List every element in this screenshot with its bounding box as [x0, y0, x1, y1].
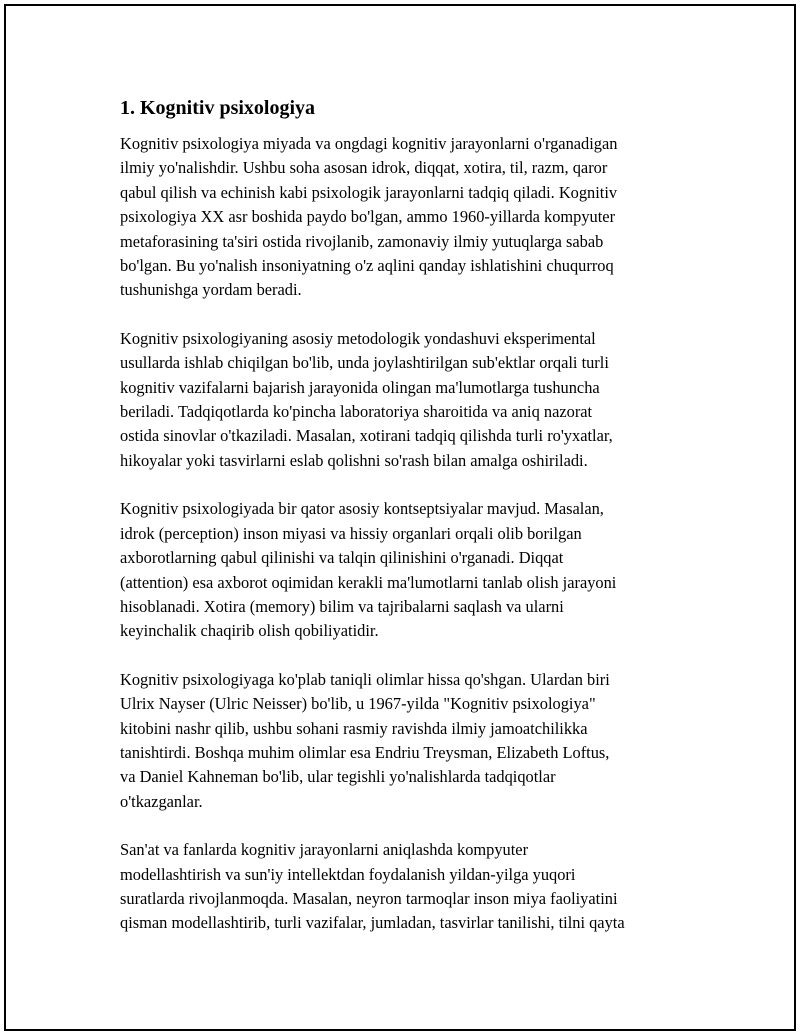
text-line: psixologiya XX asr boshida paydo bo'lgan, ammo 1960-yillarda kompyuter: [120, 207, 616, 227]
text-line: bo'lgan. Bu yo'nalish insoniyatning o'z aqlini qanday ishlatishini chuqurroq: [120, 256, 614, 276]
text-line: idrok (perception) inson miyasi va hissiy organlari orqali olib borilgan: [120, 523, 582, 543]
text-line: va Daniel Kahneman bo'lib, ular tegishli yo'nalishlarda tadqiqotlar: [120, 767, 556, 787]
document-page: [4, 4, 796, 1031]
text-line: axborotlarning qabul qilinishi va talqin qilinishini o'rganadi. Diqqat: [120, 548, 564, 568]
text-line: hisoblanadi. Xotira (memory) bilim va tajribalarni saqlash va ularni: [120, 596, 564, 616]
text-line: qabul qilish va echinish kabi psixologik jarayonlarni tadqiq qiladi. Kognitiv: [120, 182, 618, 202]
text-line: o'tkazganlar.: [120, 791, 203, 811]
text-line: modellashtirish va sun'iy intellektdan foydalanish yildan-yilga yuqori: [120, 864, 576, 884]
text-line: tushunishga yordam beradi.: [120, 280, 302, 300]
paragraph: [120, 132, 694, 303]
text-line: tanishtirdi. Boshqa muhim olimlar esa Endriu Treysman, Elizabeth Loftus,: [120, 742, 610, 762]
text-line: kognitiv vazifalarni bajarish jarayonida olingan ma'lumotlarga tushuncha: [120, 377, 600, 397]
document-content: [120, 94, 694, 960]
text-line: Kognitiv psixologiya miyada va ongdagi kognitiv jarayonlarni o'rganadigan: [120, 134, 618, 153]
text-line: Kognitiv psixologiyaning asosiy metodologik yondashuvi eksperimental: [120, 328, 596, 348]
paragraph: [120, 497, 694, 643]
text-line: qisman modellashtirib, turli vazifalar, jumladan, tasvirlar tanilishi, tilni qayta: [120, 913, 625, 933]
text-line: suratlarda rivojlanmoqda. Masalan, neyron tarmoqlar inson miya faoliyatini: [120, 888, 618, 908]
text-line: hikoyalar yoki tasvirlarni eslab qolishni so'rash bilan amalga oshiriladi.: [120, 450, 588, 470]
text-line: kitobini nashr qilib, ushbu sohani rasmiy ravishda ilmiy jamoatchilikka: [120, 718, 588, 738]
text-line: keyinchalik chaqirib olish qobiliyatidir.: [120, 621, 379, 641]
paragraph: [120, 668, 694, 814]
text-line: ostida sinovlar o'tkaziladi. Masalan, xotirani tadqiq qilishda turli ro'yxatlar,: [120, 426, 613, 446]
text-line: San'at va fanlarda kognitiv jarayonlarni aniqlashda kompyuter: [120, 840, 529, 860]
text-line: beriladi. Tadqiqotlarda ko'pincha laboratoriya sharoitida va aniq nazorat: [120, 402, 593, 422]
text-line: Kognitiv psixologiyada bir qator asosiy kontseptsiyalar mavjud. Masalan,: [120, 499, 604, 519]
paragraph: [120, 327, 694, 473]
text-line: Kognitiv psixologiyaga ko'plab taniqli olimlar hissa qo'shgan. Ulardan biri: [120, 669, 610, 689]
text-line: metaforasining ta'siri ostida rivojlanib, zamonaviy ilmiy yutuqlarga sabab: [120, 231, 604, 251]
text-line: ilmiy yo'nalishdir. Ushbu soha asosan idrok, diqqat, xotira, til, razm, qaror: [120, 158, 608, 178]
section-heading: 1. Kognitiv psixologiya: [120, 97, 316, 119]
text-line: (attention) esa axborot oqimidan kerakli ma'lumotlarni tanlab olish jarayoni: [120, 572, 617, 592]
text-line: usullarda ishlab chiqilgan bo'lib, unda joylashtirilgan sub'ektlar orqali turli: [120, 353, 609, 373]
paragraph: [120, 838, 694, 936]
text-line: Ulrix Nayser (Ulric Neisser) bo'lib, u 1967-yilda "Kognitiv psixologiya": [120, 694, 596, 714]
